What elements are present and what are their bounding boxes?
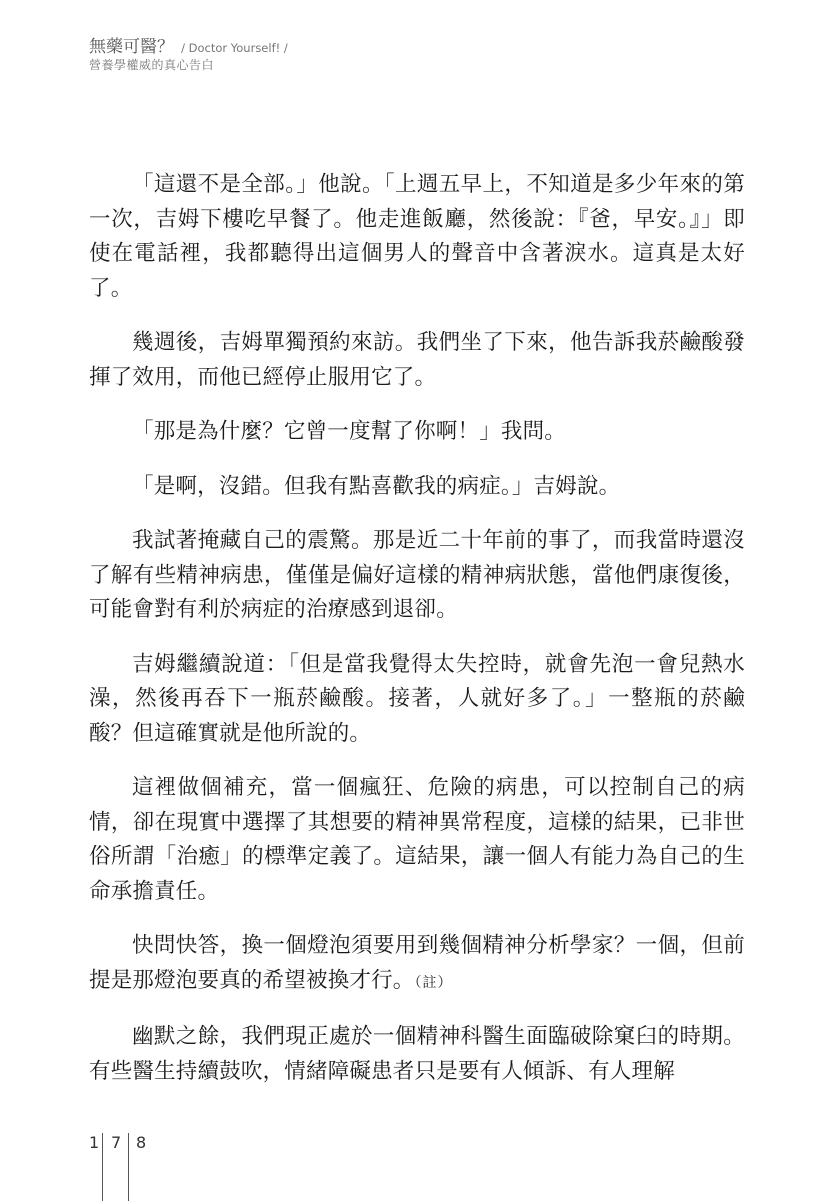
- footnote-marker: （註）: [414, 974, 453, 991]
- paragraph-2: 幾週後，吉姆單獨預約來訪。我們坐了下來，他告訴我菸鹼酸發揮了效用，而他已經停止服用它了。: [89, 330, 745, 390]
- book-subtitle: 營養學權威的真心告白: [89, 57, 215, 72]
- book-title: 無藥可醫？: [89, 37, 174, 57]
- folio-divider-1: [102, 1133, 103, 1201]
- paragraph-1: 「這還不是全部。」他說。「上週五早上，不知道是多少年來的第一次，吉姆下樓吃早餐了。他走進飯廳，然後說：『爸，早安。』」即使在電話裡，我都聽得出這個男人的聲音中含著淚水。這真是太好了。: [89, 172, 745, 301]
- paragraph-9: 幽默之餘，我們現正處於一個精神科醫生面臨破除窠臼的時期。有些醫生持續鼓吹，情緒障礙患者只是要有人傾訴、有人理解: [89, 1024, 745, 1084]
- paragraph-3: 「那是為什麼？它曾一度幫了你啊！」我問。: [132, 419, 567, 444]
- running-header: [89, 38, 288, 72]
- page-digit-2: 7: [111, 1133, 122, 1152]
- paragraph-8-text: 快問快答，換一個燈泡須要用到幾個精神分析學家？一個，但前提是那燈泡要真的希望被換才行。: [89, 933, 745, 993]
- folio-divider-2: [128, 1133, 129, 1201]
- paragraph-7: 這裡做個補充，當一個瘋狂、危險的病患，可以控制自己的病情，卻在現實中選擇了其想要的精神異常程度，這樣的結果，已非世俗所謂「治癒」的標準定義了。這結果，讓一個人有能力為自己的生命承擔責任。: [89, 775, 745, 904]
- body-text: [89, 168, 745, 1109]
- paragraph-4: 「是啊，沒錯。但我有點喜歡我的病症。」吉姆說。: [132, 473, 621, 499]
- page-digit-1: 1: [89, 1133, 100, 1152]
- english-title: / Doctor Yourself! /: [181, 41, 288, 55]
- paragraph-6: 吉姆繼續說道：「但是當我覺得太失控時，就會先泡一會兒熱水澡，然後再吞下一瓶菸鹼酸。接著，人就好多了。」一整瓶的菸鹼酸？但這確實就是他所說的。: [89, 651, 745, 746]
- page-digit-3: 8: [136, 1133, 147, 1152]
- paragraph-8: [89, 929, 745, 1000]
- header-title-row: [89, 38, 288, 57]
- paragraph-5: 我試著掩藏自己的震驚。那是近二十年前的事了，而我當時還沒了解有些精神病患，僅僅是偏好這樣的精神病狀態，當他們康復後，可能會對有利於病症的治療感到退卻。: [89, 528, 745, 622]
